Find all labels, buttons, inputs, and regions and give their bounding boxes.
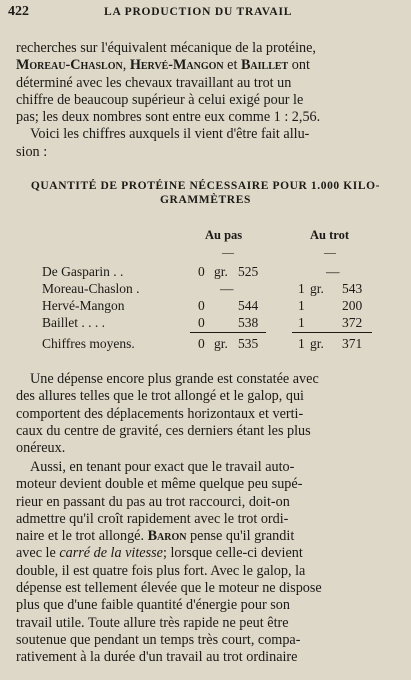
text-line: travail utile. Toute allure très rapide ne peut être xyxy=(16,614,289,631)
table-row-total: Chiffres moyens. 0 gr. 535 1 gr. 371 xyxy=(42,336,363,351)
row-label: Chiffres moyens. xyxy=(42,336,135,351)
column-header-trot: Au trot xyxy=(310,228,350,242)
table-title: QUANTITÉ DE PROTÉINE NÉCESSAIRE POUR 1.000 KILO- GRAMMÈTRES xyxy=(30,180,381,206)
author-name: Baillet xyxy=(240,57,289,74)
author-name: Hervé-Mangon xyxy=(129,57,224,74)
text-line: naire et le trot allongé. Baron pense qu'il grandit xyxy=(16,528,295,545)
header-dash: — xyxy=(222,245,234,259)
text-line: chiffre de beaucoup supérieur à celui exigé pour le xyxy=(16,91,304,108)
text-line: double, il est quatre fois plus fort. Avec le galop, la xyxy=(16,562,306,579)
emphasis-text: carré de la vitesse xyxy=(59,545,163,562)
table-row: De Gasparin . . 0 gr. 525 — xyxy=(42,264,340,279)
text-line: caux du centre de gravité, ces derniers étant les plus xyxy=(16,422,311,439)
author-name: Baron xyxy=(147,528,187,545)
sum-rule xyxy=(190,332,266,333)
text-line: recherches sur l'équivalent mécanique de la protéine, xyxy=(16,40,316,56)
paragraph-2 xyxy=(16,371,397,457)
text-line: rativement à la durée d'un travail au trot ordinaire xyxy=(16,649,298,666)
sum-rule xyxy=(292,332,372,333)
column-header-pas: Au pas xyxy=(205,228,243,242)
text-line: onéreux. xyxy=(16,440,66,457)
text-line: sion : xyxy=(16,143,48,160)
text-line: Aussi, en tenant pour exact que le travail auto- xyxy=(30,459,295,475)
text-line: Moreau-Chaslon, Hervé-Mangon et Baillet ont xyxy=(16,57,310,74)
text-line: comportent des déplacements horizontaux et verti- xyxy=(16,405,304,422)
page-number: 422 xyxy=(8,4,29,19)
text-line: avec le carré de la vitesse; lorsque celle-ci devient xyxy=(16,545,303,562)
row-label: Hervé-Mangon xyxy=(42,298,125,313)
table-row: Moreau-Chaslon . — 1 gr. 543 xyxy=(42,281,363,296)
intro-paragraph xyxy=(16,40,397,161)
table-row: Hervé-Mangon 0 544 1 200 xyxy=(42,298,363,313)
paragraph-3 xyxy=(16,459,397,667)
text-line: déterminé avec les chevaux travaillant au trot un xyxy=(16,74,292,91)
text-line: Une dépense encore plus grande est constatée avec xyxy=(30,371,319,387)
author-name: Moreau-Chaslon xyxy=(16,57,123,74)
text-line: admettre qu'il croît rapidement avec le trot ordi- xyxy=(16,510,289,527)
text-line: dépense est tellement élevée que le moteur ne dispose xyxy=(16,580,322,597)
text-line: des allures telles que le trot allongé et le galop, qui xyxy=(16,388,304,405)
text-line: Voici les chiffres auxquels il vient d'être fait allu- xyxy=(30,126,310,143)
running-header xyxy=(8,4,397,22)
row-label: Baillet . . . . xyxy=(42,315,105,330)
text-line: soutenue que pendant un temps très court, compa- xyxy=(16,631,301,648)
running-title: LA PRODUCTION DU TRAVAIL xyxy=(104,6,293,18)
text-line: moteur devient double et même quelque peu supé- xyxy=(16,476,303,493)
text-line: rieur en passant du pas au trot raccourci, doit-on xyxy=(16,493,290,510)
text-line: pas; les deux nombres sont entre eux comme 1 : 2,56. xyxy=(16,109,321,126)
row-label: Moreau-Chaslon . xyxy=(42,281,140,296)
header-dash: — xyxy=(324,245,336,259)
row-label: De Gasparin . . xyxy=(42,264,124,279)
text-line: plus que d'une faible quantité d'énergie pour son xyxy=(16,597,290,614)
table-row: Baillet . . . . 0 538 1 372 xyxy=(42,315,363,330)
